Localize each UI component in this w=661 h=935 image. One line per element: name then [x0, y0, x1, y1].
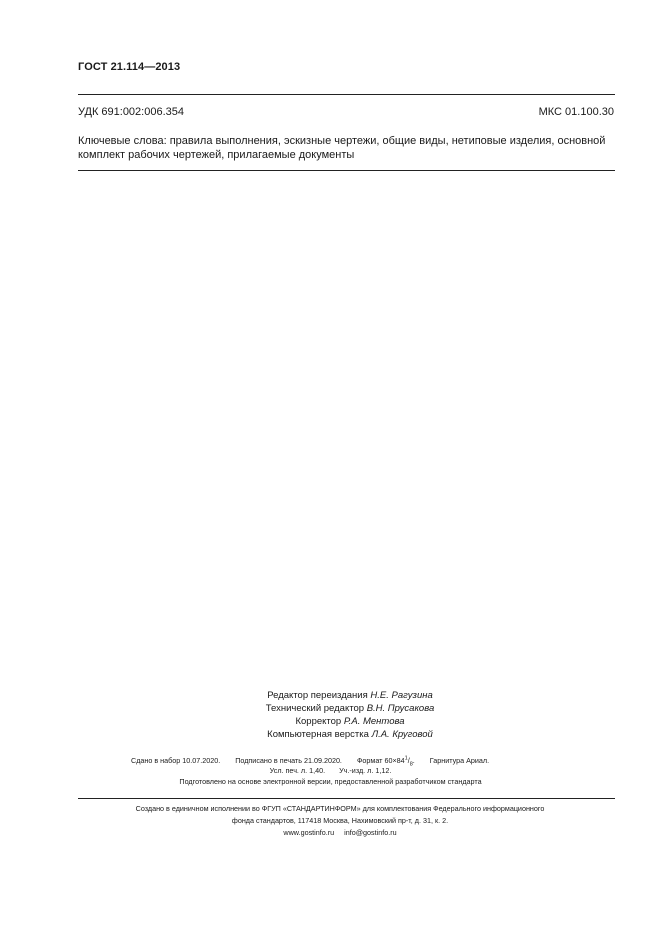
document-id: ГОСТ 21.114—2013 — [78, 61, 181, 73]
signed-date: Подписано в печать 21.09.2020. — [235, 756, 342, 766]
prepared-note: Подготовлено на основе электронной версии, предоставленной разработчиком стандарта — [179, 777, 482, 786]
credit-proofreader: Корректор Р.А. Ментова — [295, 716, 405, 727]
credits-block — [150, 689, 550, 741]
credit-layout: Компьютерная верстка Л.А. Круговой — [267, 729, 433, 740]
typeface: Гарнитура Ариал. — [429, 756, 490, 766]
footer-links — [0, 827, 661, 839]
set-date: Сдано в набор 10.07.2020. — [131, 756, 221, 766]
footer-divider — [78, 798, 615, 799]
footer-line-1: Создано в единичном исполнении во ФГУП «СТАНДАРТИНФОРМ» для комплектования Федерального информационного — [135, 804, 545, 813]
udk-code: УДК 691:002:006.354 — [78, 106, 184, 118]
credit-editor: Редактор переиздания Н.Е. Рагузина — [267, 690, 433, 701]
header-divider — [78, 94, 615, 95]
footer-block — [0, 803, 661, 839]
paper-format: Формат $60\times 84^1/_8$. — [356, 756, 415, 768]
site-link[interactable]: www.gostinfo.ru — [283, 828, 335, 837]
email-link[interactable]: info@gostinfo.ru — [344, 828, 397, 837]
keywords-text: Ключевые слова: правила выполнения, эскизные чертежи, общие виды, нетиповые изделия, основной комплект рабочих чертежей, прилагаемые документы — [78, 135, 606, 161]
mks-code: МКС 01.100.30 — [538, 106, 614, 118]
pub-sheets: Уч.-изд. л. 1,12. — [339, 766, 392, 775]
footer-line-2: фонда стандартов, 117418 Москва, Нахимовский пр-т, д. 31, к. 2. — [231, 816, 449, 825]
credit-tech-editor: Технический редактор В.Н. Прусакова — [265, 703, 435, 714]
print-sheets: Усл. печ. л. 1,40. — [269, 766, 326, 775]
keywords-divider — [78, 170, 615, 171]
